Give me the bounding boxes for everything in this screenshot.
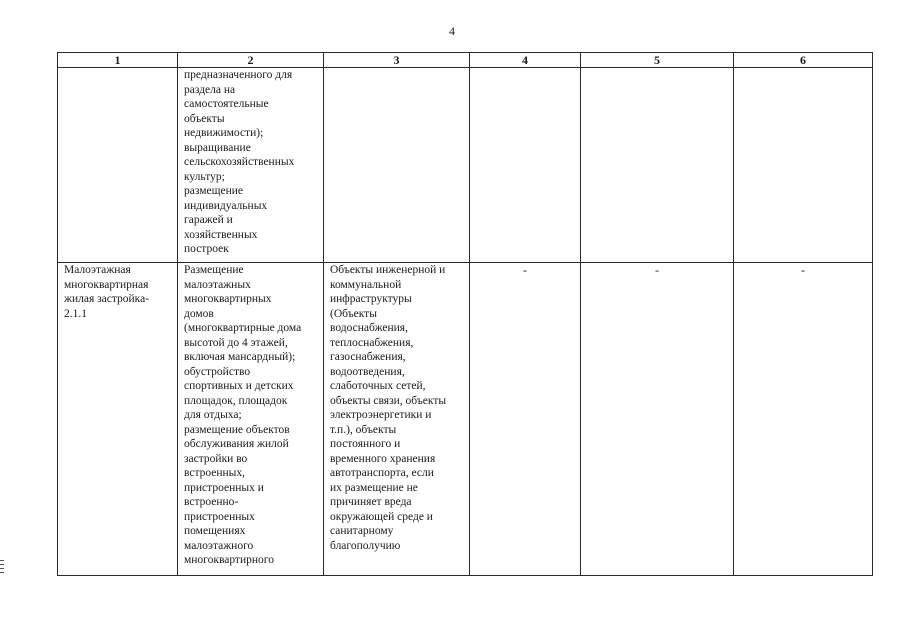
- cell-line: обслуживания жилой: [184, 438, 289, 450]
- table-cell: [58, 68, 178, 263]
- table-header-row: [58, 53, 873, 68]
- cell-line: водоснабжения,: [330, 322, 408, 334]
- cell-line: построек: [184, 243, 229, 255]
- column-header-3: 3: [324, 53, 470, 68]
- cell-line: пристроенных и: [184, 481, 264, 494]
- cell-line: недвижимости);: [184, 127, 264, 139]
- cell-text: [178, 263, 323, 568]
- cell-line: обустройство: [184, 365, 251, 378]
- column-header-6: 6: [734, 53, 873, 68]
- cell-line: размещение: [184, 185, 243, 197]
- cell-line: спортивных и детских: [184, 380, 294, 392]
- cell-line: многоквартирного: [184, 554, 274, 566]
- cell-dash: -: [655, 263, 659, 277]
- cell-line: 2.1.1: [64, 307, 87, 320]
- cell-dash: -: [523, 263, 527, 277]
- table-cell: [470, 68, 581, 263]
- cell-line: встроенно-: [184, 496, 239, 508]
- cell-line: жилая застройка-: [64, 293, 150, 305]
- cell-line: гаражей и: [184, 214, 233, 226]
- table-cell: [581, 68, 734, 263]
- cell-line: домов: [184, 307, 214, 320]
- table-cell: [178, 263, 324, 576]
- cell-line: помещениях: [184, 525, 246, 537]
- cell-line: индивидуальных: [184, 199, 268, 212]
- cell-line: газоснабжения,: [330, 351, 406, 363]
- table-cell: [470, 263, 581, 576]
- cell-line: самостоятельные: [184, 98, 269, 110]
- cell-line: (многоквартирные дома: [184, 322, 302, 334]
- table-row: [58, 68, 873, 263]
- table-cell: [581, 263, 734, 576]
- cell-line: теплоснабжения,: [330, 336, 414, 349]
- cell-line: инфраструктуры: [330, 293, 412, 305]
- table-cell: [178, 68, 324, 263]
- cell-text: [58, 263, 177, 321]
- cell-line: (Объекты: [330, 307, 377, 320]
- cell-line: раздела на: [184, 83, 236, 96]
- cell-line: их размещение не: [330, 481, 418, 494]
- cell-line: объекты: [184, 112, 225, 125]
- cell-line: коммунальной: [330, 278, 402, 291]
- cell-line: автотранспорта, если: [330, 467, 434, 479]
- column-header-1: 1: [58, 53, 178, 68]
- cell-line: встроенных,: [184, 467, 246, 479]
- cell-line: площадок, площадок: [184, 394, 288, 407]
- cell-line: слаботочных сетей,: [330, 380, 426, 392]
- table-cell: [734, 68, 873, 263]
- page-number: 4: [449, 24, 456, 38]
- cell-line: многоквартирных: [184, 293, 272, 305]
- table-cell: [58, 263, 178, 576]
- cell-line: окружающей среде и: [330, 510, 433, 523]
- cell-dash: -: [801, 263, 805, 277]
- cell-text: [178, 68, 323, 257]
- cell-line: т.п.), объекты: [330, 423, 397, 436]
- scan-edge-marks: [0, 560, 4, 576]
- column-header-4: 4: [470, 53, 581, 68]
- cell-line: благополучию: [330, 539, 401, 552]
- table-cell: [324, 263, 470, 576]
- cell-line: хозяйственных: [184, 228, 258, 241]
- cell-line: объекты связи, объекты: [330, 394, 447, 407]
- cell-line: временного хранения: [330, 452, 436, 465]
- cell-line: высотой до 4 этажей,: [184, 336, 288, 349]
- cell-line: причиняет вреда: [330, 496, 412, 508]
- cell-line: электроэнергетики и: [330, 409, 432, 421]
- column-header-5: 5: [581, 53, 734, 68]
- cell-line: малоэтажного: [184, 539, 254, 552]
- table-cell: [734, 263, 873, 576]
- cell-text: [324, 263, 469, 553]
- cell-line: застройки во: [184, 452, 248, 465]
- cell-line: малоэтажных: [184, 278, 251, 291]
- cell-line: пристроенных: [184, 510, 255, 523]
- table-row: [58, 263, 873, 576]
- cell-line: выращивание: [184, 141, 251, 154]
- cell-line: санитарному: [330, 525, 394, 537]
- table-cell: [324, 68, 470, 263]
- cell-line: Объекты инженерной и: [330, 264, 446, 276]
- cell-line: постоянного и: [330, 438, 401, 450]
- cell-line: для отдыха;: [184, 409, 242, 421]
- zoning-table: [57, 52, 873, 576]
- cell-line: Размещение: [184, 264, 244, 276]
- cell-line: сельскохозяйственных: [184, 156, 295, 168]
- cell-line: водоотведения,: [330, 365, 405, 378]
- cell-line: Малоэтажная: [64, 264, 131, 276]
- cell-line: предназначенного для: [184, 69, 293, 81]
- column-header-2: 2: [178, 53, 324, 68]
- cell-line: культур;: [184, 170, 225, 183]
- cell-line: включая мансардный);: [184, 351, 296, 363]
- cell-line: многоквартирная: [64, 278, 149, 291]
- cell-line: размещение объектов: [184, 423, 290, 436]
